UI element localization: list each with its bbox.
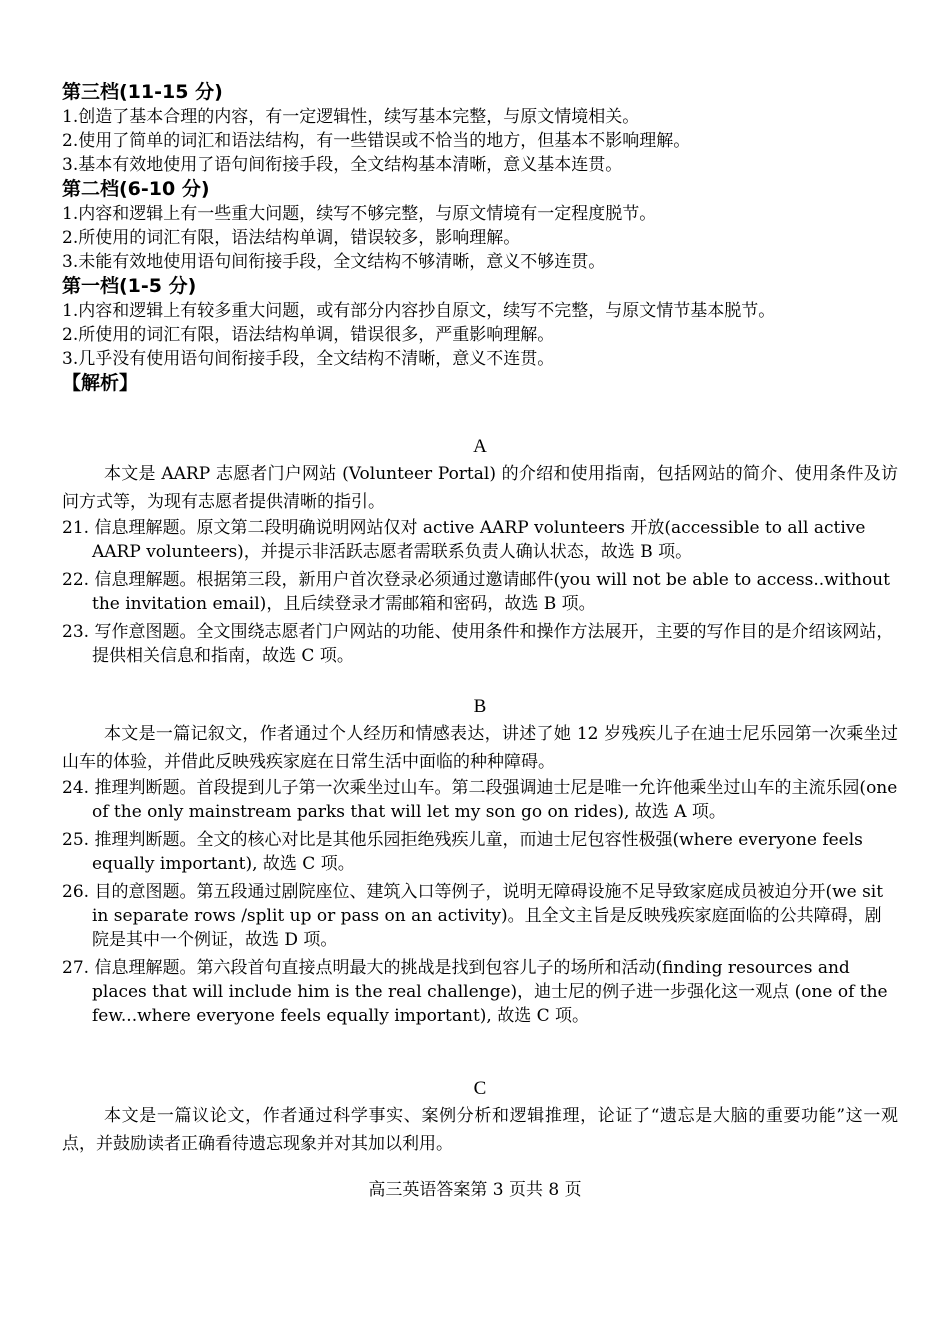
grade-1-item-3: 3.几乎没有使用语句间衔接手段，全文结构不清晰，意义不连贯。 xyxy=(62,349,555,369)
section-b-intro: 本文是一篇记叙文，作者通过个人经历和情感表达，讲述了她 12 岁残疾儿子在迪士尼乐园第一次乘坐过山车的体验，并借此反映残疾家庭在日常生活中面临的种种障碍。 xyxy=(62,724,898,772)
section-a-letter: A xyxy=(473,436,487,457)
question-24: 24. 推理判断题。首段提到儿子第一次乘坐过山车。第二段强调迪士尼是唯一允许他乘坐过山车的主流乐园(one of the only mainstream parks that will let my son go on rides), 故选 A 项。 xyxy=(62,778,898,822)
grade-1-item-1: 1.内容和逻辑上有较多重大问题，或有部分内容抄自原文，续写不完整，与原文情节基本脱节。 xyxy=(62,301,776,321)
grade-3-item-1: 1.创造了基本合理的内容，有一定逻辑性，续写基本完整，与原文情境相关。 xyxy=(62,107,640,127)
grade-2-item-1: 1.内容和逻辑上有一些重大问题，续写不够完整，与原文情境有一定程度脱节。 xyxy=(62,204,657,224)
section-a-intro: 本文是 AARP 志愿者门户网站 (Volunteer Portal) 的介绍和使用指南，包括网站的简介、使用条件及访问方式等，为现有志愿者提供清晰的指引。 xyxy=(62,464,898,512)
scoring-criteria xyxy=(62,80,898,396)
grade-3-item-3: 3.基本有效地使用了语句间衔接手段，全文结构基本清晰，意义基本连贯。 xyxy=(62,155,623,175)
section-c-intro: 本文是一篇议论文，作者通过科学事实、案例分析和逻辑推理，论证了“遗忘是大脑的重要功能”这一观点，并鼓励读者正确看待遗忘现象并对其加以利用。 xyxy=(62,1106,898,1154)
page-footer: 高三英语答案第 3 页共 8 页 xyxy=(368,1180,582,1200)
question-21: 21. 信息理解题。原文第二段明确说明网站仅对 active AARP volunteers 开放(accessible to all active AARP volunteers)，并提示非活跃志愿者需联系负责人确认状态，故选 B 项。 xyxy=(62,518,866,562)
grade-1-item-2: 2.所使用的词汇有限，语法结构单调，错误很多，严重影响理解。 xyxy=(62,325,555,345)
question-22: 22. 信息理解题。根据第三段，新用户首次登录必须通过邀请邮件(you will not be able to access..without the invitation email)，且后续登录才需邮箱和密码，故选 B 项。 xyxy=(62,570,890,614)
section-c xyxy=(62,1076,898,1158)
grade-1-heading: 第一档(1-5 分) xyxy=(62,275,197,297)
grade-3-item-2: 2.使用了简单的词汇和语法结构，有一些错误或不恰当的地方，但基本不影响理解。 xyxy=(62,131,691,151)
section-b-letter: B xyxy=(473,696,487,717)
question-25: 25. 推理判断题。全文的核心对比是其他乐园拒绝残疾儿童，而迪士尼包容性极强(where everyone feels equally important), 故选 C 项。 xyxy=(62,830,863,874)
question-23: 23. 写作意图题。全文围绕志愿者门户网站的功能、使用条件和操作方法展开，主要的写作目的是介绍该网站，提供相关信息和指南，故选 C 项。 xyxy=(62,622,894,666)
grade-2-item-3: 3.未能有效地使用语句间衔接手段，全文结构不够清晰，意义不够连贯。 xyxy=(62,252,606,272)
question-27: 27. 信息理解题。第六段首句直接点明最大的挑战是找到包容儿子的场所和活动(finding resources and places that will include him is the real challenge)，迪士尼的例子进一步强化这一观点 (one of the few...where everyone feels equally important), 故选 C 项。 xyxy=(62,958,888,1026)
question-26: 26. 目的意图题。第五段通过剧院座位、建筑入口等例子，说明无障碍设施不足导致家庭成员被迫分开(we sit in separate rows /split up or pass on an activity)。且全文主旨是反映残疾家庭面临的公共障碍，剧院是其中一个例证，故选 D 项。 xyxy=(62,882,884,950)
section-a xyxy=(62,434,898,668)
analysis-heading: 【解析】 xyxy=(62,372,139,394)
grade-2-item-2: 2.所使用的词汇有限，语法结构单调，错误较多，影响理解。 xyxy=(62,228,521,248)
grade-2-heading: 第二档(6-10 分) xyxy=(62,178,210,200)
grade-3-heading: 第三档(11-15 分) xyxy=(62,81,223,103)
section-c-letter: C xyxy=(473,1078,487,1099)
section-b xyxy=(62,694,898,1028)
